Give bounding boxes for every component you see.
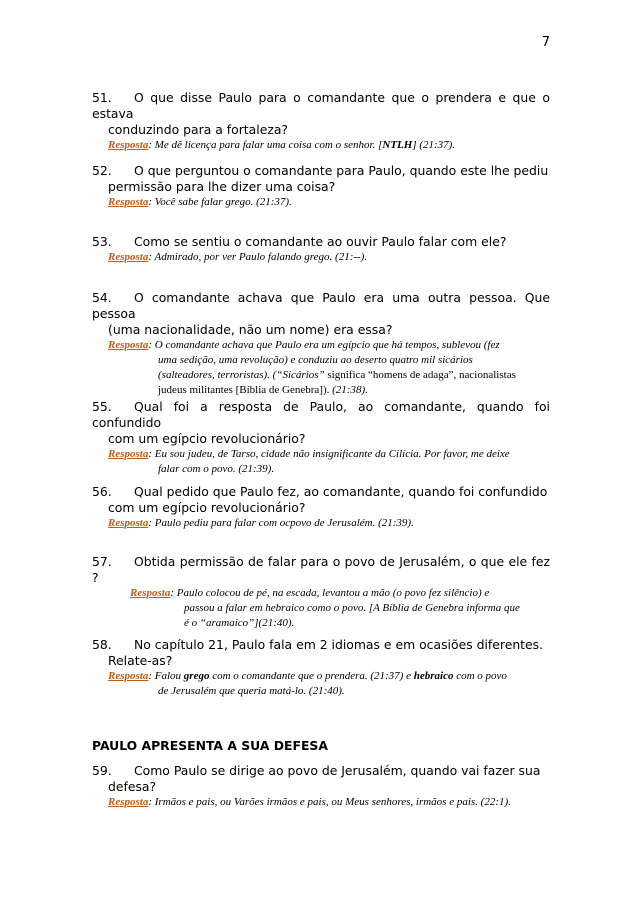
question-56 <box>92 484 550 531</box>
answer <box>92 447 550 477</box>
answer-line <box>108 383 550 398</box>
question-line: conduzindo para a fortaleza? <box>108 122 288 137</box>
answer-text: é o “aramaico”](21:40). <box>184 617 295 629</box>
question-line: Qual foi a resposta de Paulo, ao comandante, quando foi confundido <box>92 399 550 430</box>
answer-text: passou a falar em hebraico como o povo. [A Bíblia de Genebra informa que <box>184 602 520 614</box>
question-number: 52. <box>92 163 112 178</box>
question-line: defesa? <box>108 779 157 794</box>
question-text <box>92 163 550 179</box>
question-line: com um egípcio revolucionário? <box>108 431 306 446</box>
answer-label: Resposta <box>108 251 149 263</box>
answer-term: “Sicários” <box>276 369 325 381</box>
answer-label: Resposta <box>108 139 149 151</box>
answer <box>92 195 550 210</box>
answer-text: : O comandante achava que Paulo era um egípcio que há tempos, sublevou (fez <box>148 339 500 351</box>
question-text <box>92 399 550 431</box>
question-text <box>92 290 550 322</box>
question-line: O que perguntou o comandante para Paulo, quando este lhe pediu <box>134 163 549 178</box>
page-number: 7 <box>541 35 550 50</box>
answer-label: Resposta <box>108 339 149 351</box>
answer-line <box>108 368 550 383</box>
answer-label: Resposta <box>108 670 149 682</box>
question-59 <box>92 763 550 810</box>
question-text <box>92 554 550 586</box>
answer-text: significa “homens de adaga”, nacionalistas <box>324 369 516 381</box>
question-text <box>92 763 550 779</box>
question-53 <box>92 234 550 265</box>
question-number: 55. <box>92 399 112 414</box>
answer-text: com o comandante que o prendera. (21:37) e <box>209 670 414 682</box>
answer <box>92 138 550 153</box>
question-number: 57. <box>92 554 112 569</box>
section-heading: PAULO APRESENTA A SUA DEFESA <box>92 738 328 753</box>
answer-ref: (21:38). <box>332 384 368 396</box>
question-line: O que disse Paulo para o comandante que o prendera e que o estava <box>92 90 550 121</box>
question-line: Como Paulo se dirige ao povo de Jerusalém, quando vai fazer sua <box>134 763 541 778</box>
question-55 <box>92 399 550 477</box>
answer-label: Resposta <box>108 517 149 529</box>
answer-text: falar com o povo. (21:39). <box>158 463 275 475</box>
answer-text: : Você sabe falar grego. (21:37). <box>148 196 292 208</box>
answer <box>92 516 550 531</box>
answer-text: : Paulo colocou de pé, na escada, levantou a mão (o povo fez silêncio) e <box>170 587 490 599</box>
question-line: Relate-as? <box>108 653 173 668</box>
question-number: 59. <box>92 763 112 778</box>
answer-bold: NTLH <box>382 139 413 151</box>
answer-label: Resposta <box>108 196 149 208</box>
answer-text: de Jerusalém que queria matá-lo. (21:40). <box>158 685 345 697</box>
answer-label: Resposta <box>130 587 171 599</box>
answer-text: (salteadores, terroristas). ( <box>158 369 277 381</box>
question-54 <box>92 290 550 398</box>
question-line: O comandante achava que Paulo era uma outra pessoa. Que pessoa <box>92 290 550 321</box>
answer-text: : Irmãos e pais, ou Varões irmãos e pais, ou Meus senhores, irmãos e pais. (22:1). <box>148 796 511 808</box>
question-number: 58. <box>92 637 112 652</box>
answer <box>92 250 550 265</box>
question-line: (uma nacionalidade, não um nome) era essa? <box>108 322 393 337</box>
question-number: 53. <box>92 234 112 249</box>
answer-text: : Eu sou judeu, de Tarso, cidade não insignificante da Cilícia. Por favor, me deixe <box>148 448 510 460</box>
answer <box>92 338 550 398</box>
answer-text: uma sedição, uma revolução) e conduziu ao deserto quatro mil sicários <box>158 354 473 366</box>
question-line: Como se sentiu o comandante ao ouvir Paulo falar com ele? <box>134 234 507 249</box>
question-line: Obtida permissão de falar para o povo de Jerusalém, o que ele fez ? <box>92 554 550 585</box>
answer-text: : Paulo pediu para falar com ocpovo de Jerusalém. (21:39). <box>148 517 414 529</box>
question-57 <box>92 554 550 631</box>
answer-label: Resposta <box>108 796 149 808</box>
answer-text: ] (21:37). <box>412 139 456 151</box>
answer-text: com o povo <box>453 670 507 682</box>
question-text <box>92 90 550 122</box>
question-line: com um egípcio revolucionário? <box>108 500 306 515</box>
question-line: Qual pedido que Paulo fez, ao comandante, quando foi confundido <box>134 484 548 499</box>
question-number: 54. <box>92 290 112 305</box>
question-58 <box>92 637 550 699</box>
question-text <box>92 234 550 250</box>
question-number: 56. <box>92 484 112 499</box>
answer-text: judeus militantes [Bíblia de Genebra]). <box>158 384 333 396</box>
answer <box>92 795 550 810</box>
answer-bold: grego <box>183 670 210 682</box>
question-line: permissão para lhe dizer uma coisa? <box>108 179 336 194</box>
question-text <box>92 484 550 500</box>
answer <box>92 669 550 699</box>
answer <box>92 586 550 631</box>
question-51 <box>92 90 550 153</box>
question-52 <box>92 163 550 210</box>
answer-text: : Falou <box>148 670 184 682</box>
question-line: No capítulo 21, Paulo fala em 2 idiomas e em ocasiões diferentes. <box>134 637 544 652</box>
answer-label: Resposta <box>108 448 149 460</box>
question-text <box>92 637 550 653</box>
answer-text: : Me dê licença para falar uma coisa com o senhor. [ <box>148 139 383 151</box>
answer-bold: hebraico <box>413 670 454 682</box>
question-number: 51. <box>92 90 112 105</box>
answer-text: : Admirado, por ver Paulo falando grego. (21:--). <box>148 251 368 263</box>
